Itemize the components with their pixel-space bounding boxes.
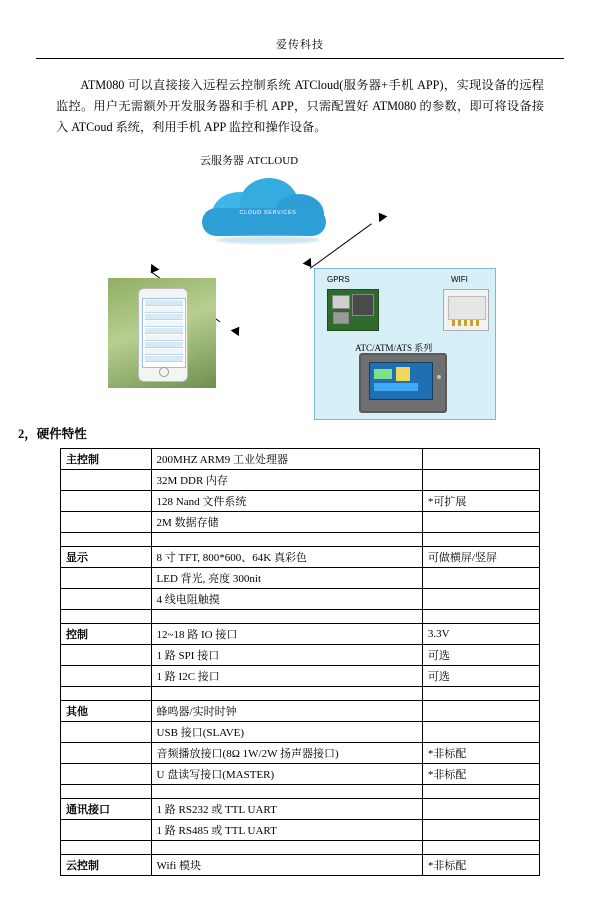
spec-value-cell: USB 接口(SLAVE)	[151, 722, 422, 743]
gprs-label: GPRS	[327, 275, 350, 285]
phone-screen-row	[145, 321, 183, 327]
hmi-widget	[374, 383, 418, 391]
table-spacer-row	[61, 533, 540, 547]
spec-group-cell: 主控制	[61, 449, 152, 470]
spec-note-cell	[422, 722, 539, 743]
spec-note-cell: *非标配	[422, 764, 539, 785]
smartphone	[138, 288, 188, 382]
spec-value-cell: U 盘读写接口(MASTER)	[151, 764, 422, 785]
page-header	[0, 0, 600, 52]
hmi-widget	[374, 369, 392, 379]
spec-group-cell	[61, 533, 152, 547]
hmi-widget	[396, 367, 410, 381]
spec-group-cell: 云控制	[61, 855, 152, 876]
cloud-server-label: 云服务器 ATCLOUD	[200, 155, 299, 168]
phone-screen	[142, 298, 186, 368]
table-spacer-row	[61, 687, 540, 701]
company-name: 爱传科技	[276, 39, 324, 51]
section-heading	[0, 424, 600, 442]
spec-note-cell	[422, 687, 539, 701]
spec-note-cell	[422, 512, 539, 533]
spec-note-cell	[422, 470, 539, 491]
spec-note-cell: *可扩展	[422, 491, 539, 512]
spec-value-cell: 1 路 RS232 或 TTL UART	[151, 799, 422, 820]
spec-note-cell	[422, 799, 539, 820]
spec-value-cell: 8 寸 TFT, 800*600、64K 真彩色	[151, 547, 422, 568]
table-row	[61, 855, 540, 876]
table-row	[61, 701, 540, 722]
spec-group-cell	[61, 512, 152, 533]
spec-group-cell: 显示	[61, 547, 152, 568]
phone-screen-row	[145, 328, 183, 334]
spec-note-cell	[422, 785, 539, 799]
chip	[448, 296, 486, 320]
chip	[333, 312, 349, 324]
chip	[332, 295, 350, 309]
phone-screen-row	[145, 342, 183, 348]
spec-value-cell: 1 路 SPI 接口	[151, 645, 422, 666]
intro-paragraph: ATM080 可以直接接入远程云控制系统 ATCloud(服务器+手机 APP)，实现设备的远程监控。用户无需额外开发服务器和手机 APP，只需配置好 ATM080 的参数，即可将设备接入 ATCoud 系统，利用手机 APP 监控和操作设备。	[56, 78, 544, 134]
spec-value-cell	[151, 785, 422, 799]
table-body	[61, 449, 540, 876]
spec-note-cell: *非标配	[422, 743, 539, 764]
phone-screen-row	[145, 356, 183, 362]
table-row	[61, 722, 540, 743]
table-row	[61, 491, 540, 512]
spec-value-cell: 蜂鸣器/实时时钟	[151, 701, 422, 722]
table-row	[61, 512, 540, 533]
spec-value-cell: 4 线电阻触摸	[151, 589, 422, 610]
spec-note-cell: 可选	[422, 666, 539, 687]
hmi-panel	[359, 353, 447, 413]
table-spacer-row	[61, 610, 540, 624]
hmi-indicator	[437, 375, 441, 379]
spec-group-cell	[61, 589, 152, 610]
architecture-figure	[0, 150, 600, 418]
phone-screen-row	[145, 300, 183, 306]
table-row	[61, 624, 540, 645]
spec-note-cell: 可选	[422, 645, 539, 666]
spec-value-cell: 1 路 RS485 或 TTL UART	[151, 820, 422, 841]
chip	[352, 294, 374, 316]
document-content	[0, 75, 600, 138]
spec-value-cell: 12~18 路 IO 接口	[151, 624, 422, 645]
spec-group-cell	[61, 820, 152, 841]
spec-value-cell	[151, 533, 422, 547]
gprs-module	[327, 289, 379, 331]
spec-group-cell	[61, 645, 152, 666]
section-number: 2，	[18, 427, 37, 442]
spec-note-cell	[422, 449, 539, 470]
spec-value-cell	[151, 610, 422, 624]
spec-value-cell: 128 Nand 文件系统	[151, 491, 422, 512]
table-row	[61, 449, 540, 470]
spec-value-cell: 1 路 I2C 接口	[151, 666, 422, 687]
antenna	[452, 320, 480, 326]
spec-value-cell: 音频播放接口(8Ω 1W/2W 扬声器接口)	[151, 743, 422, 764]
table-spacer-row	[61, 785, 540, 799]
spec-group-cell	[61, 491, 152, 512]
spec-group-cell	[61, 666, 152, 687]
phone-photo	[108, 278, 216, 388]
table-row	[61, 645, 540, 666]
spec-note-cell: 可做横屏/竖屏	[422, 547, 539, 568]
hardware-spec-table	[60, 448, 540, 876]
table-row	[61, 547, 540, 568]
arrow-head-phone	[147, 264, 160, 276]
table-row	[61, 470, 540, 491]
spec-group-cell	[61, 743, 152, 764]
section-title: 硬件特性	[36, 427, 87, 442]
spec-group-cell: 通讯接口	[61, 799, 152, 820]
spec-group-cell	[61, 687, 152, 701]
spec-group-cell	[61, 764, 152, 785]
wifi-label: WIFI	[451, 275, 468, 285]
hmi-screen	[369, 362, 433, 400]
spec-value-cell	[151, 687, 422, 701]
arrow-head-cloud-left	[231, 324, 244, 336]
page-footer-space	[0, 876, 600, 916]
phone-home-button	[159, 367, 169, 377]
spec-note-cell	[422, 701, 539, 722]
series-label: ATC/ATM/ATS 系列	[355, 343, 433, 354]
table-row	[61, 589, 540, 610]
table-row	[61, 666, 540, 687]
spec-note-cell: *非标配	[422, 855, 539, 876]
phone-screen-row	[145, 314, 183, 320]
spec-group-cell	[61, 610, 152, 624]
spec-value-cell: LED 背光, 亮度 300nit	[151, 568, 422, 589]
spec-note-cell	[422, 820, 539, 841]
arrow-head-device	[375, 210, 388, 222]
spec-group-cell	[61, 785, 152, 799]
spec-note-cell	[422, 589, 539, 610]
header-divider	[36, 58, 564, 59]
spec-group-cell: 其他	[61, 701, 152, 722]
spec-group-cell	[61, 568, 152, 589]
cloud-shadow	[216, 236, 320, 244]
cloud-illustration	[196, 172, 336, 242]
phone-screen-row	[145, 349, 183, 355]
spec-value-cell: 2M 数据存储	[151, 512, 422, 533]
spec-value-cell: 200MHZ ARM9 工业处理器	[151, 449, 422, 470]
phone-screen-row	[145, 335, 183, 341]
phone-screen-row	[145, 307, 183, 313]
table-row	[61, 568, 540, 589]
spec-note-cell	[422, 533, 539, 547]
cloud-services-text: CLOUD SERVICES	[239, 210, 297, 217]
spec-value-cell: Wifi 模块	[151, 855, 422, 876]
spec-group-cell	[61, 470, 152, 491]
wifi-module	[443, 289, 489, 331]
spec-note-cell: 3.3V	[422, 624, 539, 645]
table-row	[61, 764, 540, 785]
spec-group-cell	[61, 722, 152, 743]
spec-group-cell: 控制	[61, 624, 152, 645]
spec-value-cell: 32M DDR 内存	[151, 470, 422, 491]
device-diagram	[314, 268, 496, 420]
spec-note-cell	[422, 568, 539, 589]
table-row	[61, 799, 540, 820]
table-row	[61, 820, 540, 841]
spec-note-cell	[422, 610, 539, 624]
table-row	[61, 743, 540, 764]
